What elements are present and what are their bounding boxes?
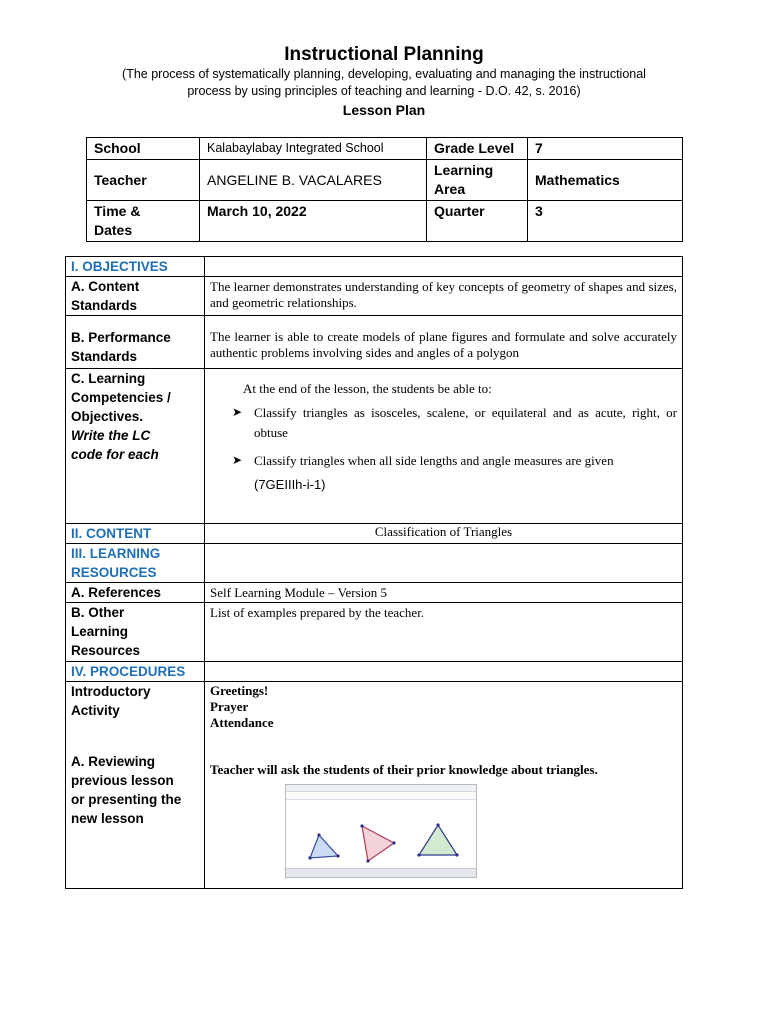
content-text: Classification of Triangles [205,524,683,544]
grade-label: Grade Level [427,138,528,160]
competency-item-1: ➤ Classify triangles as isosceles, scalene, or equilateral and as acute, right, or obtuse [232,403,677,443]
arrow-bullet-icon: ➤ [232,453,243,467]
taskbar [286,868,476,877]
lesson-plan-heading: Lesson Plan [342,102,426,118]
learning-area-label: Learning Area [427,160,528,201]
teacher-label: Teacher [87,160,200,201]
lesson-table [65,256,683,889]
introductory-activity-label: Introductory Activity [71,684,151,718]
intro-prayer: Prayer [210,699,249,714]
objectives-empty-cell [205,257,683,277]
learning-area-value: Mathematics [528,160,683,201]
quarter-label: Quarter [427,201,528,242]
content-standards-label: A. Content Standards [66,277,205,316]
content-standards-text: The learner demonstrates understanding of key concepts of geometry of shapes and sizes, and geometric relationships. [205,277,683,316]
references-label: A. References [66,583,205,603]
references-text: Self Learning Module – Version 5 [205,583,683,603]
time-dates-value: March 10, 2022 [200,201,427,242]
lc-code: (7GEIIIh-i-1) [254,477,326,492]
school-label: School [87,138,200,160]
procedures-label [66,682,205,889]
procedures-empty-cell [205,662,683,682]
triangles-screenshot-image [285,784,477,878]
procedures-cell [205,682,683,889]
other-resources-text: List of examples prepared by the teacher. [205,603,683,662]
competencies-label: C. Learning Competencies / Objectives. Write the LC code for each [66,369,205,524]
subtitle-line-1: (The process of systematically planning, developing, evaluating and managing the instructional [122,67,646,81]
review-text: Teacher will ask the students of their prior knowledge about triangles. [210,762,598,777]
other-resources-label: B. Other Learning Resources [66,603,205,662]
procedures-heading: IV. PROCEDURES [66,662,205,682]
intro-attendance: Attendance [210,715,274,730]
performance-standards-text: The learner is able to create models of plane figures and formulate and solve accurately authentic problems involving sides and angles of a polygon [205,316,683,369]
school-value: Kalabaylabay Integrated School [200,138,427,160]
app-toolbar [286,792,476,800]
competencies-intro: At the end of the lesson, the students be able to: [243,381,492,396]
learning-resources-empty-cell [205,544,683,583]
content-heading: II. CONTENT [66,524,205,544]
learning-resources-heading: III. LEARNING RESOURCES [66,544,205,583]
competencies-cell [205,369,683,524]
performance-standards-label: B. Performance Standards [66,316,205,369]
grade-value: 7 [528,138,683,160]
time-dates-label: Time & Dates [87,201,200,242]
app-title-bar [286,785,476,792]
triangles-drawing [286,800,474,868]
reviewing-label: A. Reviewing previous lesson or presenting the new lesson [71,754,182,826]
arrow-bullet-icon: ➤ [232,405,243,419]
objectives-heading: I. OBJECTIVES [66,257,205,277]
teacher-value: ANGELINE B. VACALARES [200,160,427,201]
subtitle-line-2: process by using principles of teaching and learning - D.O. 42, s. 2016) [187,84,581,98]
document-title: Instructional Planning [284,44,484,65]
info-table [86,137,683,242]
quarter-value: 3 [528,201,683,242]
intro-greetings: Greetings! [210,683,269,698]
competency-item-2: ➤ Classify triangles when all side lengths and angle measures are given [232,451,677,471]
